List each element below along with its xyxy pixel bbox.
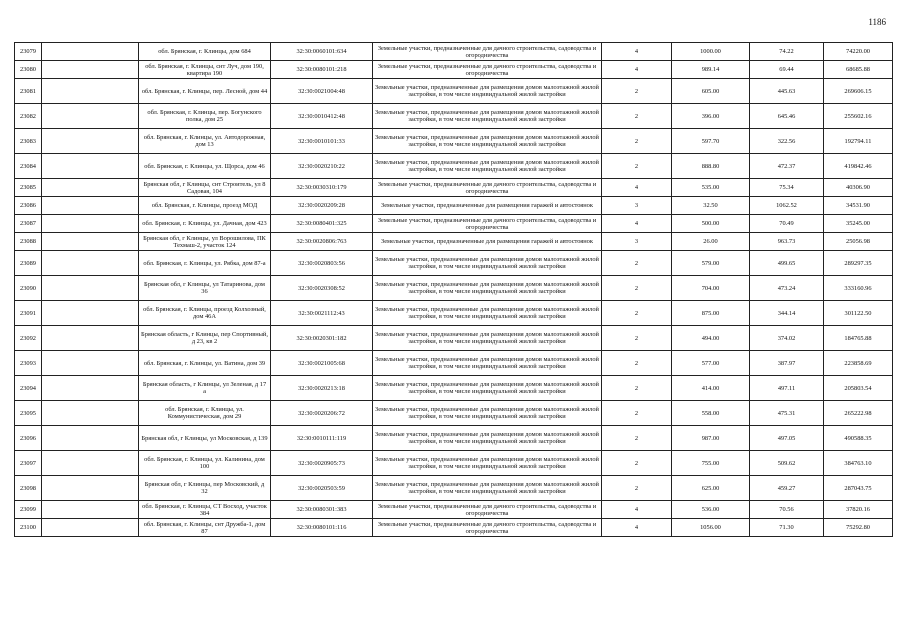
cell-land-use: Земельные участки, предназначенные для размещения домов малоэтажной жилой застройки, в том числе индивидуальной жилой застройки	[373, 129, 602, 154]
cell-row-number: 23099	[15, 501, 42, 519]
cell-area: 414.00	[672, 376, 750, 401]
cell-area: 605.00	[672, 79, 750, 104]
cell-address: Брянская обл, г Клинцы, ул Московская, д 139	[139, 426, 271, 451]
cell-group: 2	[602, 251, 672, 276]
cell-address: обл. Брянская, г. Клинцы, ул. Автодорожная, дом 13	[139, 129, 271, 154]
cell-specific-value: 344.14	[750, 301, 824, 326]
cell-land-use: Земельные участки, предназначенные для дачного строительства, садоводства и огородничества	[373, 215, 602, 233]
cell-specific-value: 387.97	[750, 351, 824, 376]
cell-cadastral-value: 37820.16	[824, 501, 893, 519]
table-row	[15, 326, 893, 351]
cell-specific-value: 445.63	[750, 79, 824, 104]
cell-cadastral-value: 269606.15	[824, 79, 893, 104]
cell-specific-value: 74.22	[750, 43, 824, 61]
cell-land-use: Земельные участки, предназначенные для размещения домов малоэтажной жилой застройки, в том числе индивидуальной жилой застройки	[373, 154, 602, 179]
cell-cadastral-number: 32:30:0010101:33	[271, 129, 373, 154]
cell-cadastral-number: 32:30:0020213:18	[271, 376, 373, 401]
table-row	[15, 215, 893, 233]
table-row	[15, 179, 893, 197]
cell-empty	[42, 251, 139, 276]
cell-cadastral-value: 40306.90	[824, 179, 893, 197]
cell-area: 26.00	[672, 233, 750, 251]
cell-address: обл. Брянская, г. Клинцы, ул. Дачная, дом 423	[139, 215, 271, 233]
cell-specific-value: 69.44	[750, 61, 824, 79]
cell-address: обл. Брянская, г. Клинцы, ул. Рябка, дом 87-а	[139, 251, 271, 276]
cell-land-use: Земельные участки, предназначенные для размещения домов малоэтажной жилой застройки, в том числе индивидуальной жилой застройки	[373, 351, 602, 376]
cell-cadastral-value: 35245.00	[824, 215, 893, 233]
cell-empty	[42, 104, 139, 129]
cell-group: 2	[602, 351, 672, 376]
cell-land-use: Земельные участки, предназначенные для размещения домов малоэтажной жилой застройки, в том числе индивидуальной жилой застройки	[373, 451, 602, 476]
cell-cadastral-value: 301122.50	[824, 301, 893, 326]
cell-land-use: Земельные участки, предназначенные для размещения домов малоэтажной жилой застройки, в том числе индивидуальной жилой застройки	[373, 79, 602, 104]
cell-group: 2	[602, 301, 672, 326]
cell-address: Брянская обл, г Клинцы, пер Московский, д 32	[139, 476, 271, 501]
cell-specific-value: 322.56	[750, 129, 824, 154]
table-row	[15, 451, 893, 476]
cell-land-use: Земельные участки, предназначенные для дачного строительства, садоводства и огородничества	[373, 61, 602, 79]
cell-cadastral-number: 32:30:0080301:383	[271, 501, 373, 519]
cell-empty	[42, 426, 139, 451]
cell-land-use: Земельные участки, предназначенные для размещения домов малоэтажной жилой застройки, в том числе индивидуальной жилой застройки	[373, 276, 602, 301]
cell-specific-value: 475.31	[750, 401, 824, 426]
table-row	[15, 129, 893, 154]
cell-group: 2	[602, 401, 672, 426]
table-row	[15, 233, 893, 251]
cell-cadastral-value: 25056.98	[824, 233, 893, 251]
cell-row-number: 23085	[15, 179, 42, 197]
cell-land-use: Земельные участки, предназначенные для размещения гаражей и автостоянок	[373, 197, 602, 215]
cell-address: обл. Брянская, г. Клинцы, ул. Щорса, дом 46	[139, 154, 271, 179]
cell-row-number: 23092	[15, 326, 42, 351]
cell-empty	[42, 276, 139, 301]
cell-cadastral-value: 287043.75	[824, 476, 893, 501]
cell-cadastral-number: 32:30:0020206:72	[271, 401, 373, 426]
cell-group: 2	[602, 376, 672, 401]
cell-group: 4	[602, 43, 672, 61]
cell-empty	[42, 451, 139, 476]
cell-area: 704.00	[672, 276, 750, 301]
table-row	[15, 104, 893, 129]
cell-cadastral-value: 192794.11	[824, 129, 893, 154]
cell-empty	[42, 154, 139, 179]
cell-cadastral-value: 74220.00	[824, 43, 893, 61]
cell-specific-value: 374.02	[750, 326, 824, 351]
cell-group: 4	[602, 61, 672, 79]
cell-specific-value: 472.37	[750, 154, 824, 179]
cell-row-number: 23079	[15, 43, 42, 61]
cell-address: обл. Брянская, г. Клинцы, пер. Лесной, дом 44	[139, 79, 271, 104]
cell-cadastral-number: 32:30:0080101:116	[271, 519, 373, 537]
cell-group: 2	[602, 154, 672, 179]
cell-group: 2	[602, 276, 672, 301]
cell-row-number: 23084	[15, 154, 42, 179]
cell-empty	[42, 215, 139, 233]
cell-empty	[42, 326, 139, 351]
cell-address: Брянская обл, г Клинцы, ул Татаринова, дом 36	[139, 276, 271, 301]
cell-area: 577.00	[672, 351, 750, 376]
cell-specific-value: 473.24	[750, 276, 824, 301]
cell-cadastral-number: 32:30:0080101:218	[271, 61, 373, 79]
cell-group: 2	[602, 326, 672, 351]
cell-cadastral-number: 32:30:0020905:73	[271, 451, 373, 476]
cell-cadastral-number: 32:30:0021005:68	[271, 351, 373, 376]
cell-area: 1000.00	[672, 43, 750, 61]
cell-land-use: Земельные участки, предназначенные для дачного строительства, садоводства и огородничества	[373, 501, 602, 519]
cell-cadastral-number: 32:30:0020301:182	[271, 326, 373, 351]
cell-land-use: Земельные участки, предназначенные для размещения домов малоэтажной жилой застройки, в том числе индивидуальной жилой застройки	[373, 104, 602, 129]
cell-specific-value: 497.11	[750, 376, 824, 401]
cell-group: 4	[602, 179, 672, 197]
cell-area: 875.00	[672, 301, 750, 326]
cell-empty	[42, 43, 139, 61]
cell-group: 3	[602, 233, 672, 251]
cell-cadastral-value: 255602.16	[824, 104, 893, 129]
cell-cadastral-value: 184765.88	[824, 326, 893, 351]
cell-area: 494.00	[672, 326, 750, 351]
table-row	[15, 351, 893, 376]
cell-empty	[42, 401, 139, 426]
cell-cadastral-value: 75292.80	[824, 519, 893, 537]
cell-address: Брянская область, г Клинцы, ул Зеленая, д 17 а	[139, 376, 271, 401]
cell-specific-value: 459.27	[750, 476, 824, 501]
table-row	[15, 276, 893, 301]
cell-group: 4	[602, 501, 672, 519]
cell-row-number: 23096	[15, 426, 42, 451]
cell-row-number: 23095	[15, 401, 42, 426]
cell-cadastral-number: 32:30:0020803:56	[271, 251, 373, 276]
cell-address: обл. Брянская, г. Клинцы, снт Луч, дом 190, квартира 190	[139, 61, 271, 79]
cell-cadastral-number: 32:30:0021112:43	[271, 301, 373, 326]
cell-row-number: 23086	[15, 197, 42, 215]
cell-group: 2	[602, 104, 672, 129]
table-row	[15, 251, 893, 276]
table-row	[15, 519, 893, 537]
cell-area: 579.00	[672, 251, 750, 276]
cell-area: 755.00	[672, 451, 750, 476]
cell-land-use: Земельные участки, предназначенные для дачного строительства, садоводства и огородничества	[373, 519, 602, 537]
cell-row-number: 23082	[15, 104, 42, 129]
table-row	[15, 301, 893, 326]
cell-area: 888.80	[672, 154, 750, 179]
cell-cadastral-number: 32:30:0020308:52	[271, 276, 373, 301]
cell-group: 2	[602, 129, 672, 154]
cell-empty	[42, 501, 139, 519]
table-row	[15, 501, 893, 519]
cell-cadastral-value: 68685.88	[824, 61, 893, 79]
cell-area: 987.00	[672, 426, 750, 451]
cell-row-number: 23083	[15, 129, 42, 154]
cell-address: обл. Брянская, г. Клинцы, ул. Калинина, дом 100	[139, 451, 271, 476]
cell-specific-value: 499.65	[750, 251, 824, 276]
cell-land-use: Земельные участки, предназначенные для дачного строительства, садоводства и огородничества	[373, 179, 602, 197]
cell-row-number: 23098	[15, 476, 42, 501]
cell-land-use: Земельные участки, предназначенные для размещения домов малоэтажной жилой застройки, в том числе индивидуальной жилой застройки	[373, 326, 602, 351]
cell-empty	[42, 179, 139, 197]
cell-group: 4	[602, 215, 672, 233]
cell-cadastral-number: 32:30:0060101:634	[271, 43, 373, 61]
cell-address: Брянская обл, г Клинцы, снт Строитель, ул 8 Садовая, 104	[139, 179, 271, 197]
cell-row-number: 23100	[15, 519, 42, 537]
cell-area: 625.00	[672, 476, 750, 501]
cell-specific-value: 497.05	[750, 426, 824, 451]
cell-cadastral-number: 32:30:0010111:119	[271, 426, 373, 451]
cell-group: 4	[602, 519, 672, 537]
cell-address: обл. Брянская, г. Клинцы, пер. Богунского полка, дом 25	[139, 104, 271, 129]
cell-land-use: Земельные участки, предназначенные для размещения домов малоэтажной жилой застройки, в том числе индивидуальной жилой застройки	[373, 376, 602, 401]
cell-cadastral-value: 289297.35	[824, 251, 893, 276]
cell-row-number: 23091	[15, 301, 42, 326]
cell-cadastral-number: 32:30:0010412:48	[271, 104, 373, 129]
cell-row-number: 23088	[15, 233, 42, 251]
cell-cadastral-value: 205803.54	[824, 376, 893, 401]
table-row	[15, 401, 893, 426]
cell-row-number: 23080	[15, 61, 42, 79]
cell-cadastral-number: 32:30:0030310:179	[271, 179, 373, 197]
cell-land-use: Земельные участки, предназначенные для размещения гаражей и автостоянок	[373, 233, 602, 251]
cell-specific-value: 70.49	[750, 215, 824, 233]
cell-empty	[42, 476, 139, 501]
cell-cadastral-number: 32:30:0020806:763	[271, 233, 373, 251]
cell-land-use: Земельные участки, предназначенные для размещения домов малоэтажной жилой застройки, в том числе индивидуальной жилой застройки	[373, 251, 602, 276]
cell-cadastral-value: 223858.69	[824, 351, 893, 376]
cell-empty	[42, 129, 139, 154]
cell-address: Брянская область, г Клинцы, пер Спортивный, д 23, кв 2	[139, 326, 271, 351]
cell-land-use: Земельные участки, предназначенные для размещения домов малоэтажной жилой застройки, в том числе индивидуальной жилой застройки	[373, 301, 602, 326]
cell-land-use: Земельные участки, предназначенные для размещения домов малоэтажной жилой застройки, в том числе индивидуальной жилой застройки	[373, 426, 602, 451]
cell-address: обл. Брянская, г. Клинцы, ул. Ватина, дом 39	[139, 351, 271, 376]
cell-cadastral-value: 333160.96	[824, 276, 893, 301]
table-row	[15, 197, 893, 215]
cell-land-use: Земельные участки, предназначенные для дачного строительства, садоводства и огородничества	[373, 43, 602, 61]
cell-empty	[42, 519, 139, 537]
cell-cadastral-number: 32:30:0080401:325	[271, 215, 373, 233]
cell-specific-value: 75.34	[750, 179, 824, 197]
cell-address: обл. Брянская, г. Клинцы, ул. Коммунистическая, дом 29	[139, 401, 271, 426]
cell-row-number: 23094	[15, 376, 42, 401]
cell-address: обл. Брянская, г. Клинцы, дом 684	[139, 43, 271, 61]
registry-body	[15, 43, 893, 537]
cell-cadastral-number: 32:30:0020503:59	[271, 476, 373, 501]
cell-address: обл. Брянская, г. Клинцы, проезд МОД	[139, 197, 271, 215]
cell-address: обл. Брянская, г. Клинцы, СТ Восход, участок 384	[139, 501, 271, 519]
cell-cadastral-value: 490588.35	[824, 426, 893, 451]
cell-row-number: 23097	[15, 451, 42, 476]
cell-row-number: 23093	[15, 351, 42, 376]
cell-area: 558.00	[672, 401, 750, 426]
table-row	[15, 43, 893, 61]
table-row	[15, 376, 893, 401]
cell-area: 500.00	[672, 215, 750, 233]
cell-empty	[42, 351, 139, 376]
cell-area: 32.50	[672, 197, 750, 215]
cell-address: обл. Брянская, г. Клинцы, снт Дружба-1, дом 87	[139, 519, 271, 537]
cell-area: 989.14	[672, 61, 750, 79]
table-row	[15, 79, 893, 104]
cell-row-number: 23087	[15, 215, 42, 233]
cell-specific-value: 71.30	[750, 519, 824, 537]
cell-area: 535.00	[672, 179, 750, 197]
cell-empty	[42, 197, 139, 215]
cell-group: 3	[602, 197, 672, 215]
page-number: 1186	[868, 17, 886, 27]
cell-cadastral-number: 32:30:0021004:48	[271, 79, 373, 104]
cell-cadastral-value: 265222.98	[824, 401, 893, 426]
land-registry-table	[14, 42, 893, 537]
cell-empty	[42, 61, 139, 79]
cell-cadastral-value: 34531.90	[824, 197, 893, 215]
cell-empty	[42, 301, 139, 326]
cell-empty	[42, 233, 139, 251]
table-row	[15, 61, 893, 79]
cell-land-use: Земельные участки, предназначенные для размещения домов малоэтажной жилой застройки, в том числе индивидуальной жилой застройки	[373, 476, 602, 501]
cell-group: 2	[602, 451, 672, 476]
cell-address: обл. Брянская, г. Клинцы, проезд Колхозный, дом 46А	[139, 301, 271, 326]
cell-specific-value: 1062.52	[750, 197, 824, 215]
cell-group: 2	[602, 476, 672, 501]
table-row	[15, 426, 893, 451]
cell-specific-value: 963.73	[750, 233, 824, 251]
cell-cadastral-value: 419842.46	[824, 154, 893, 179]
cell-cadastral-number: 32:30:0020209:28	[271, 197, 373, 215]
cell-empty	[42, 79, 139, 104]
cell-specific-value: 509.62	[750, 451, 824, 476]
cell-area: 597.70	[672, 129, 750, 154]
cell-address: Брянская обл, г Клинцы, ул Ворошилова, ПК Техмаш-2, участок 124	[139, 233, 271, 251]
cell-land-use: Земельные участки, предназначенные для размещения домов малоэтажной жилой застройки, в том числе индивидуальной жилой застройки	[373, 401, 602, 426]
cell-cadastral-number: 32:30:0020210:22	[271, 154, 373, 179]
cell-cadastral-value: 384763.10	[824, 451, 893, 476]
cell-area: 1056.00	[672, 519, 750, 537]
cell-group: 2	[602, 426, 672, 451]
cell-row-number: 23090	[15, 276, 42, 301]
cell-specific-value: 70.56	[750, 501, 824, 519]
cell-area: 536.00	[672, 501, 750, 519]
cell-row-number: 23081	[15, 79, 42, 104]
cell-row-number: 23089	[15, 251, 42, 276]
table-row	[15, 476, 893, 501]
cell-specific-value: 645.46	[750, 104, 824, 129]
cell-area: 396.00	[672, 104, 750, 129]
cell-group: 2	[602, 79, 672, 104]
table-row	[15, 154, 893, 179]
cell-empty	[42, 376, 139, 401]
